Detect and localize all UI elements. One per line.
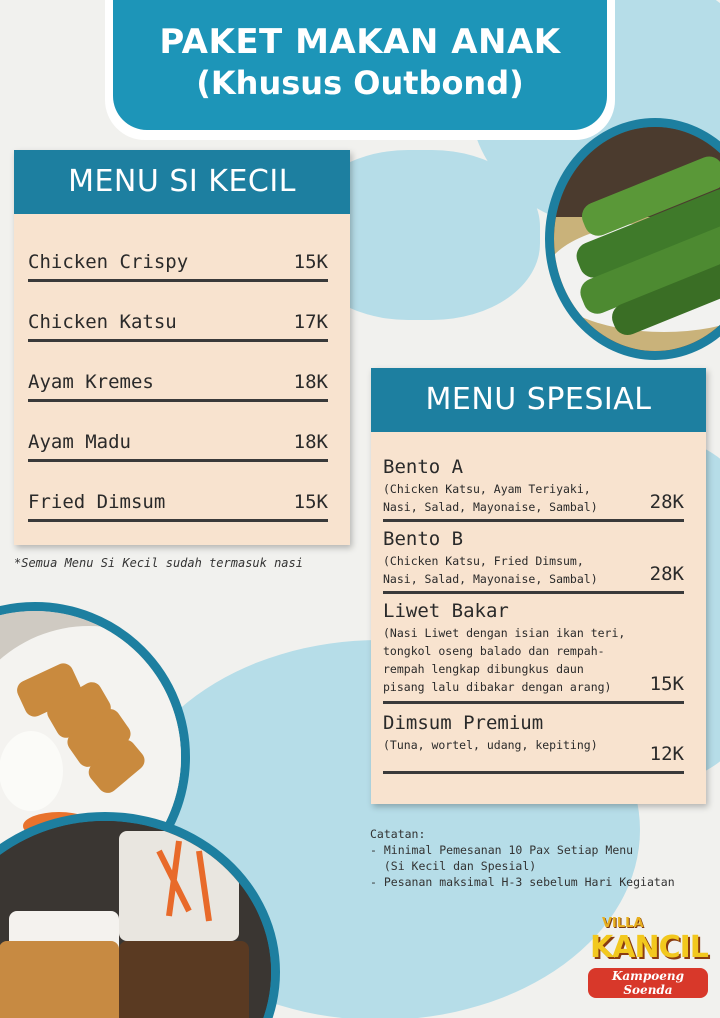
special-item-desc: (Chicken Katsu, Fried Dimsum, Nasi, Salad, Mayonaise, Sambal)	[383, 554, 598, 586]
special-item-name: Bento B	[383, 528, 464, 550]
page-subtitle: (Khusus Outbond)	[196, 64, 524, 102]
special-item-row	[383, 600, 684, 704]
special-item-name: Bento A	[383, 456, 464, 478]
leaf-rice-illustration	[554, 127, 720, 351]
logo-line-kampoeng: Kampoeng Soenda	[588, 968, 708, 998]
menu-item-price: 15K	[293, 251, 328, 273]
special-item-desc: (Chicken Katsu, Ayam Teriyaki, Nasi, Salad, Mayonaise, Sambal)	[383, 482, 598, 514]
catatan-title: Catatan:	[370, 827, 426, 841]
page-title: PAKET MAKAN ANAK	[159, 22, 561, 62]
menu-item-price: 17K	[293, 311, 328, 333]
menu-item-name: Ayam Kremes	[28, 371, 154, 393]
special-item-price: 15K	[649, 673, 684, 695]
menu-si-kecil-note: *Semua Menu Si Kecil sudah termasuk nasi	[14, 556, 303, 570]
menu-spesial-title: MENU SPESIAL	[371, 368, 706, 432]
special-item-name: Liwet Bakar	[383, 600, 509, 622]
menu-item-price: 18K	[293, 371, 328, 393]
special-item-name: Dimsum Premium	[383, 712, 544, 734]
header-banner	[113, 0, 607, 130]
menu-item-name: Ayam Madu	[28, 431, 131, 453]
catatan-line: - Pesanan maksimal H-3 sebelum Hari Kegiatan	[370, 875, 675, 889]
menu-item-name: Fried Dimsum	[28, 491, 166, 513]
special-item-price: 28K	[649, 563, 684, 585]
logo-line-kancil: KANCIL	[590, 930, 708, 965]
menu-item-row	[28, 422, 328, 462]
logo-line-villa: VILLA	[602, 916, 644, 931]
special-item-row	[383, 712, 684, 774]
catatan-line: - Minimal Pemesanan 10 Pax Setiap Menu	[370, 843, 634, 857]
menu-spesial-card	[371, 368, 706, 804]
special-item-desc: (Tuna, wortel, udang, kepiting)	[383, 738, 598, 752]
menu-item-price: 15K	[293, 491, 328, 513]
menu-item-name: Chicken Katsu	[28, 311, 177, 333]
menu-item-row	[28, 302, 328, 342]
special-item-row	[383, 456, 684, 522]
menu-item-price: 18K	[293, 431, 328, 453]
catatan-notes	[370, 826, 715, 890]
menu-si-kecil-card	[14, 150, 350, 545]
catatan-line: (Si Kecil dan Spesial)	[370, 859, 537, 873]
menu-item-name: Chicken Crispy	[28, 251, 189, 273]
special-item-desc: (Nasi Liwet dengan isian ikan teri, tongkol oseng balado dan rempah-rempah lengkap dibungkus daun pisang lalu dibakar dengan arang)	[383, 626, 626, 694]
villa-kancil-logo	[582, 916, 708, 997]
special-item-row	[383, 528, 684, 594]
menu-item-row	[28, 242, 328, 282]
menu-si-kecil-title: MENU SI KECIL	[14, 150, 350, 214]
special-item-price: 28K	[649, 491, 684, 513]
menu-item-row	[28, 362, 328, 402]
menu-item-row	[28, 482, 328, 522]
special-item-price: 12K	[649, 743, 684, 765]
